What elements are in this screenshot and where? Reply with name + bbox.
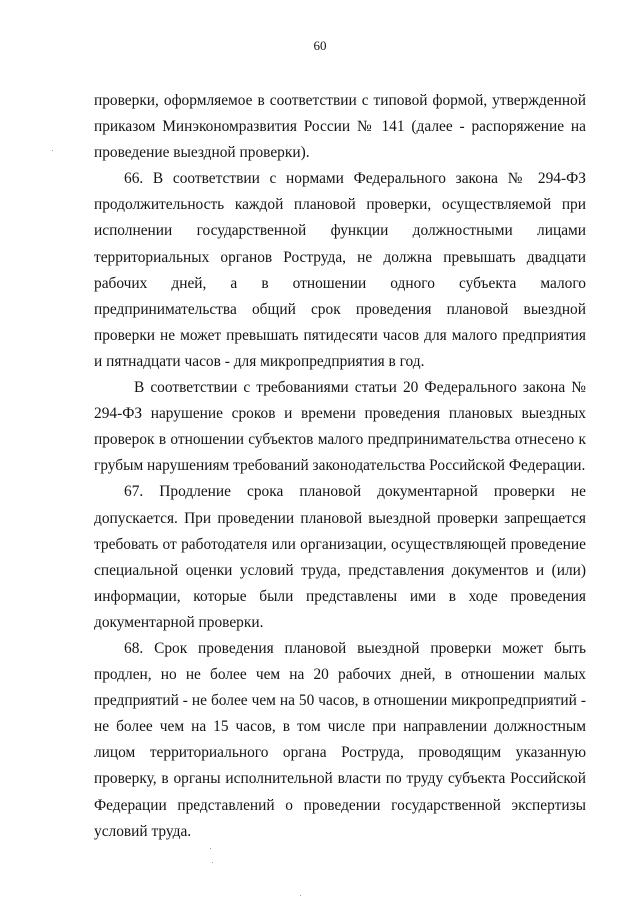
page-number: 60 xyxy=(313,38,327,53)
scan-speck xyxy=(210,848,211,849)
paragraph-66: 66. В соответствии с нормами Федерального закона № 294-ФЗ продолжительность каждой плановой проверки, осуществляемой при исполнении государственной функции должностными лицами территориальных органов Роструда, не должна превышать двадцати рабочих дней, а в отношении одного субъекта малого предпринимательства общий срок проведения плановой выездной проверки не может превышать пятидесяти часов для малого предприятия и пятнадцати часов - для микропредприятия в год. xyxy=(94,170,586,370)
scan-speck xyxy=(52,150,53,151)
scan-speck xyxy=(300,895,301,896)
paragraph-continuation: проверки, оформляемое в соответствии с типовой формой, утвержденной приказом Минэкономразвития России № 141 (далее - распоряжение на проведение выездной проверки). xyxy=(94,92,586,162)
scan-speck xyxy=(212,862,213,863)
paragraph-article-20: В соответствии с требованиями статьи 20 Федерального закона № 294-ФЗ нарушение сроков и времени проведения плановых выездных проверок в отношении субъектов малого предпринимательства отнесено к грубым нарушениям требований законодательства Российской Федерации. xyxy=(94,379,586,475)
body-text xyxy=(94,88,586,845)
paragraph-68: 68. Срок проведения плановой выездной проверки может быть продлен, но не более чем на 20 рабочих дней, в отношении малых предприятий - не более чем на 50 часов, в отношении микропредприятий - не более чем на 15 часов, в том числе при направлении должностным лицом территориального органа Роструда, проводящим указанную проверку, в органы исполнительной власти по труду субъекта Российской Федерации представлений о проведении государственной экспертизы условий труда. xyxy=(94,639,586,840)
paragraph-67: 67. Продление срока плановой документарной проверки не допускается. При проведении плановой выездной проверки запрещается требовать от работодателя или организации, осуществляющей проведение специальной оценки условий труда, представления документов и (или) информации, которые были представлены ими в ходе проведения документарной проверки. xyxy=(94,483,586,631)
